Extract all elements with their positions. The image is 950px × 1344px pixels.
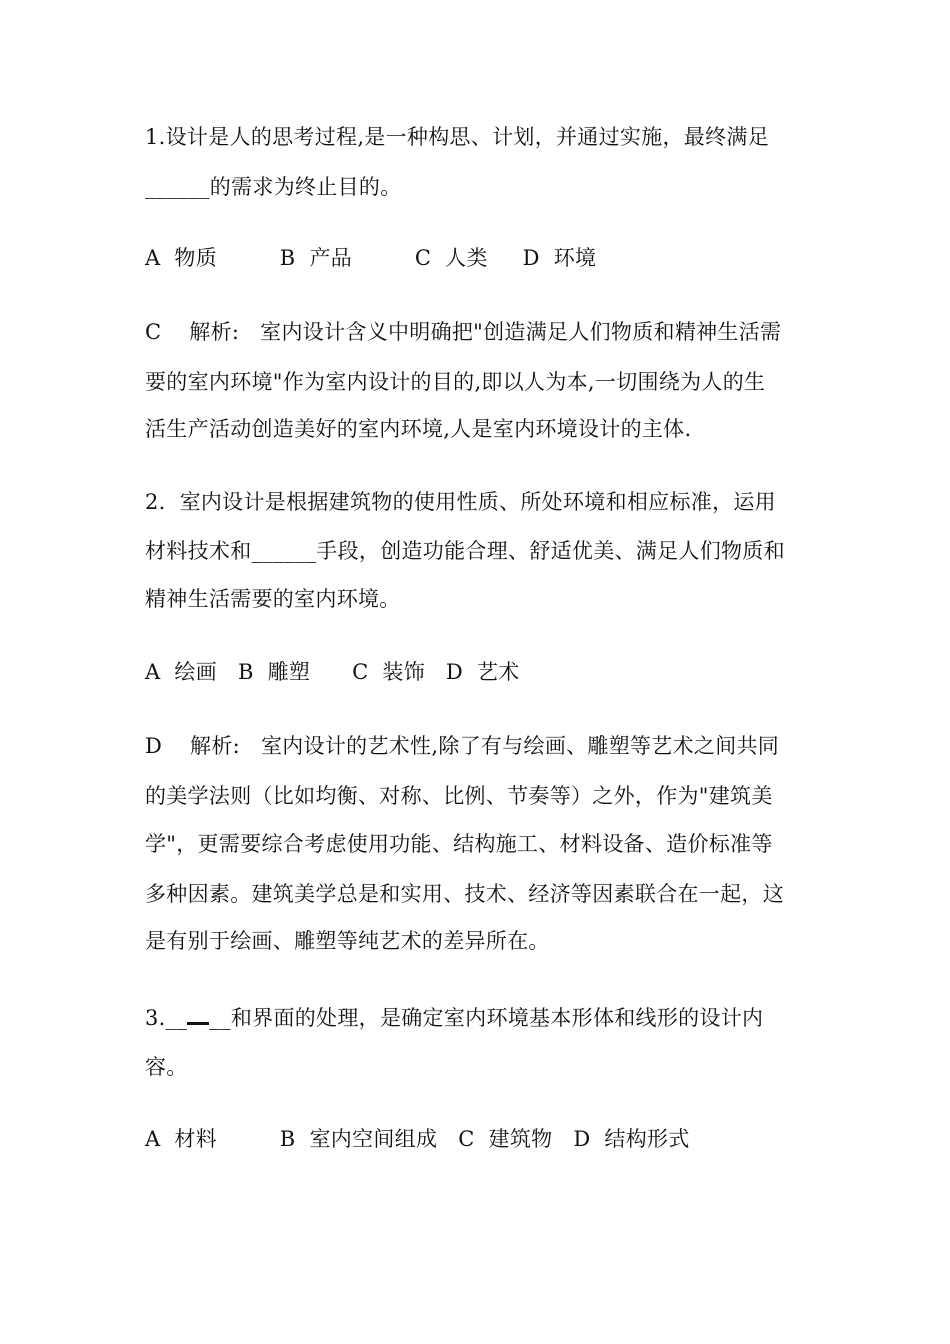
q1-analysis-line-2: 要的室内环境"作为室内设计的目的,即以人为本,一切围绕为人的生 xyxy=(145,370,766,394)
q1-stem-line-2: ______的需求为终止目的。 xyxy=(145,175,402,199)
q2-analysis-line-2: 的美学法则（比如均衡、对称、比例、节奏等）之外，作为"建筑美 xyxy=(145,784,773,808)
q2-stem-line-3: 精神生活需要的室内环境。 xyxy=(145,587,401,611)
q1-options: A 物质 B 产品 C 人类 D 环境 xyxy=(145,246,597,270)
q3-stem-suffix: __和界面的处理，是确定室内环境基本形体和线形的设计内 xyxy=(209,1006,764,1030)
q2-analysis-line-3: 学"，更需要综合考虑使用功能、结构施工、材料设备、造价标准等 xyxy=(145,832,773,856)
q3-stem-line-1 xyxy=(145,1003,825,1033)
q3-options: A 材料 B 室内空间组成 C 建筑物 D 结构形式 xyxy=(145,1127,690,1151)
q3-stem-prefix: 3.__ xyxy=(145,1006,188,1030)
q2-stem-line-2: 材料技术和______手段，创造功能合理、舒适优美、满足人们物质和 xyxy=(145,539,785,563)
q2-analysis-line-5: 是有别于绘画、雕塑等纯艺术的差异所在。 xyxy=(145,929,550,953)
q2-options: A 绘画 B 雕塑 C 装饰 D 艺术 xyxy=(145,660,520,684)
q1-analysis-line-3: 活生产活动创造美好的室内环境,人是室内环境设计的主体. xyxy=(145,417,692,441)
q2-stem-line-1: 2. 室内设计是根据建筑物的使用性质、所处环境和相应标准，运用 xyxy=(145,490,776,514)
q2-analysis-line-1: D 解析: 室内设计的艺术性,除了有与绘画、雕塑等艺术之间共同 xyxy=(145,734,780,758)
q3-stem-line-2: 容。 xyxy=(145,1055,188,1079)
blank-underline xyxy=(187,1004,209,1025)
q1-analysis-line-1: C 解析: 室内设计含义中明确把"创造满足人们物质和精神生活需 xyxy=(145,320,782,344)
q1-stem-line-1: 1.设计是人的思考过程,是一种构思、计划，并通过实施，最终满足 xyxy=(145,125,770,149)
q2-analysis-line-4: 多种因素。建筑美学总是和实用、技术、经济等因素联合在一起，这 xyxy=(145,882,784,906)
